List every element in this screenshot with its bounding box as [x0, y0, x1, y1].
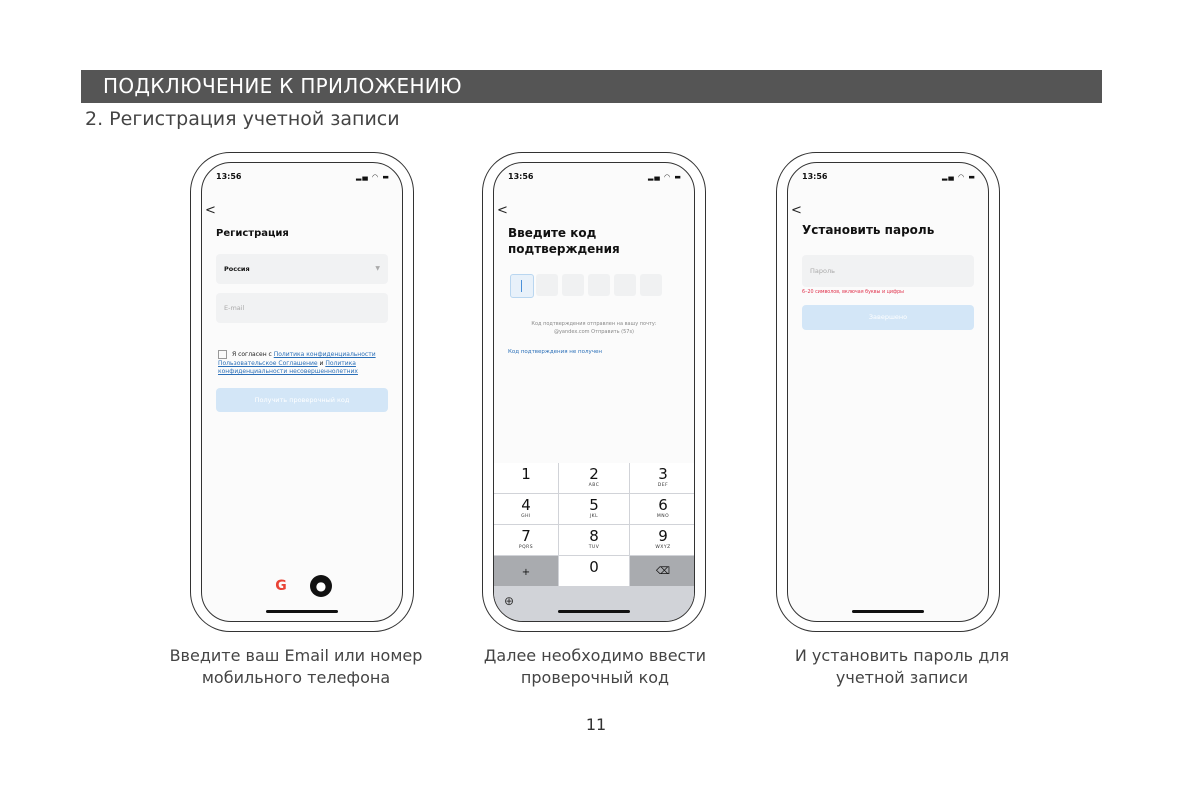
key-9[interactable]: 9 WXYZ — [630, 525, 695, 555]
key-0[interactable]: 0 — [559, 556, 629, 586]
home-indicator — [852, 610, 924, 613]
globe-icon[interactable]: ⊕ — [504, 594, 515, 608]
code-digit-6[interactable] — [640, 274, 662, 296]
back-icon[interactable]: < — [791, 203, 802, 218]
key-2[interactable]: 2 ABC — [559, 463, 629, 493]
code-sent-line1: Код подтверждения отправлен на вашу почту: — [531, 321, 657, 327]
numeric-keypad — [494, 463, 694, 621]
phone-screen — [787, 162, 989, 622]
key-5[interactable]: 5 JKL — [559, 494, 629, 524]
code-digit-1[interactable] — [510, 274, 534, 298]
header-title: ПОДКЛЮЧЕНИЕ К ПРИЛОЖЕНИЮ — [103, 74, 462, 98]
user-agreement-link[interactable]: Пользовательское Соглашение — [218, 359, 318, 367]
section-title: 2. Регистрация учетной записи — [85, 108, 400, 130]
get-code-button[interactable]: Получить проверочный код — [216, 388, 388, 412]
password-field[interactable] — [802, 255, 974, 287]
phone-verification — [482, 152, 706, 632]
code-digit-3[interactable] — [562, 274, 584, 296]
password-hint: 6–20 символов, включая буквы и цифры — [802, 290, 904, 295]
signal-wifi-battery-icon: ▂▄ ◠ ▬ — [942, 173, 976, 181]
signal-wifi-battery-icon: ▂▄ ◠ ▬ — [356, 173, 390, 181]
phone-set-password — [776, 152, 1000, 632]
consent-checkbox[interactable] — [218, 350, 227, 359]
country-value: Россия — [224, 265, 250, 273]
email-placeholder: E-mail — [224, 304, 245, 312]
status-time: 13:56 — [802, 172, 828, 181]
key-8[interactable]: 8 TUV — [559, 525, 629, 555]
chevron-down-icon: ▼ — [375, 265, 380, 272]
done-button[interactable]: Завершено — [802, 305, 974, 330]
status-bar — [788, 172, 988, 186]
screen-title: Регистрация — [216, 228, 289, 239]
signal-wifi-battery-icon: ▂▄ ◠ ▬ — [648, 173, 682, 181]
status-time: 13:56 — [508, 172, 534, 181]
back-icon[interactable]: < — [205, 203, 216, 218]
page-number: 11 — [585, 715, 607, 734]
caption-step-2: Далее необходимо ввести проверочный код — [483, 646, 707, 687]
status-time: 13:56 — [216, 172, 242, 181]
key-6[interactable]: 6 MNO — [630, 494, 695, 524]
phone-screen — [201, 162, 403, 622]
code-digit-2[interactable] — [536, 274, 558, 296]
code-sent-line2: @yandex.com Отправить (57s) — [553, 328, 635, 335]
screen-title: Установить пароль — [802, 223, 935, 237]
consent-and: и — [317, 359, 326, 367]
consent-prefix: Я согласен с — [232, 351, 274, 358]
country-select[interactable] — [216, 254, 388, 284]
key-7[interactable]: 7 PQRS — [494, 525, 558, 555]
phone-screen — [493, 162, 695, 622]
code-not-received-link[interactable]: Код подтверждения не получен — [508, 349, 602, 355]
key-4[interactable]: 4 GHI — [494, 494, 558, 524]
email-field[interactable] — [216, 293, 388, 323]
status-bar — [202, 172, 402, 186]
key-3[interactable]: 3 DEF — [630, 463, 695, 493]
key-1[interactable]: 1 — [494, 463, 558, 493]
phone-registration — [190, 152, 414, 632]
text-cursor — [521, 280, 522, 292]
screen-title: Введите код подтверждения — [508, 226, 620, 256]
caption-step-3: И установить пароль для учетной записи — [794, 646, 1010, 687]
header-bar — [81, 70, 1102, 103]
code-sent-info — [508, 321, 680, 336]
code-digit-5[interactable] — [614, 274, 636, 296]
home-indicator — [558, 610, 630, 613]
home-indicator — [266, 610, 338, 613]
back-icon[interactable]: < — [497, 203, 508, 218]
status-bar — [494, 172, 694, 186]
caption-step-1: Введите ваш Email или номер мобильного телефона — [169, 646, 423, 687]
google-icon[interactable]: G — [275, 578, 287, 594]
consent-text — [218, 350, 388, 377]
backspace-icon[interactable]: ⌫ — [630, 556, 695, 586]
privacy-policy-link[interactable]: Политика конфиденциальности — [273, 351, 376, 358]
password-placeholder: Пароль — [810, 267, 835, 275]
code-digit-4[interactable] — [588, 274, 610, 296]
key-plus[interactable]: + — [494, 556, 558, 586]
minors-policy-link[interactable]: Политика конфиденциальности несовершеннолетних — [218, 359, 358, 375]
apple-icon[interactable]: ● — [310, 575, 332, 597]
